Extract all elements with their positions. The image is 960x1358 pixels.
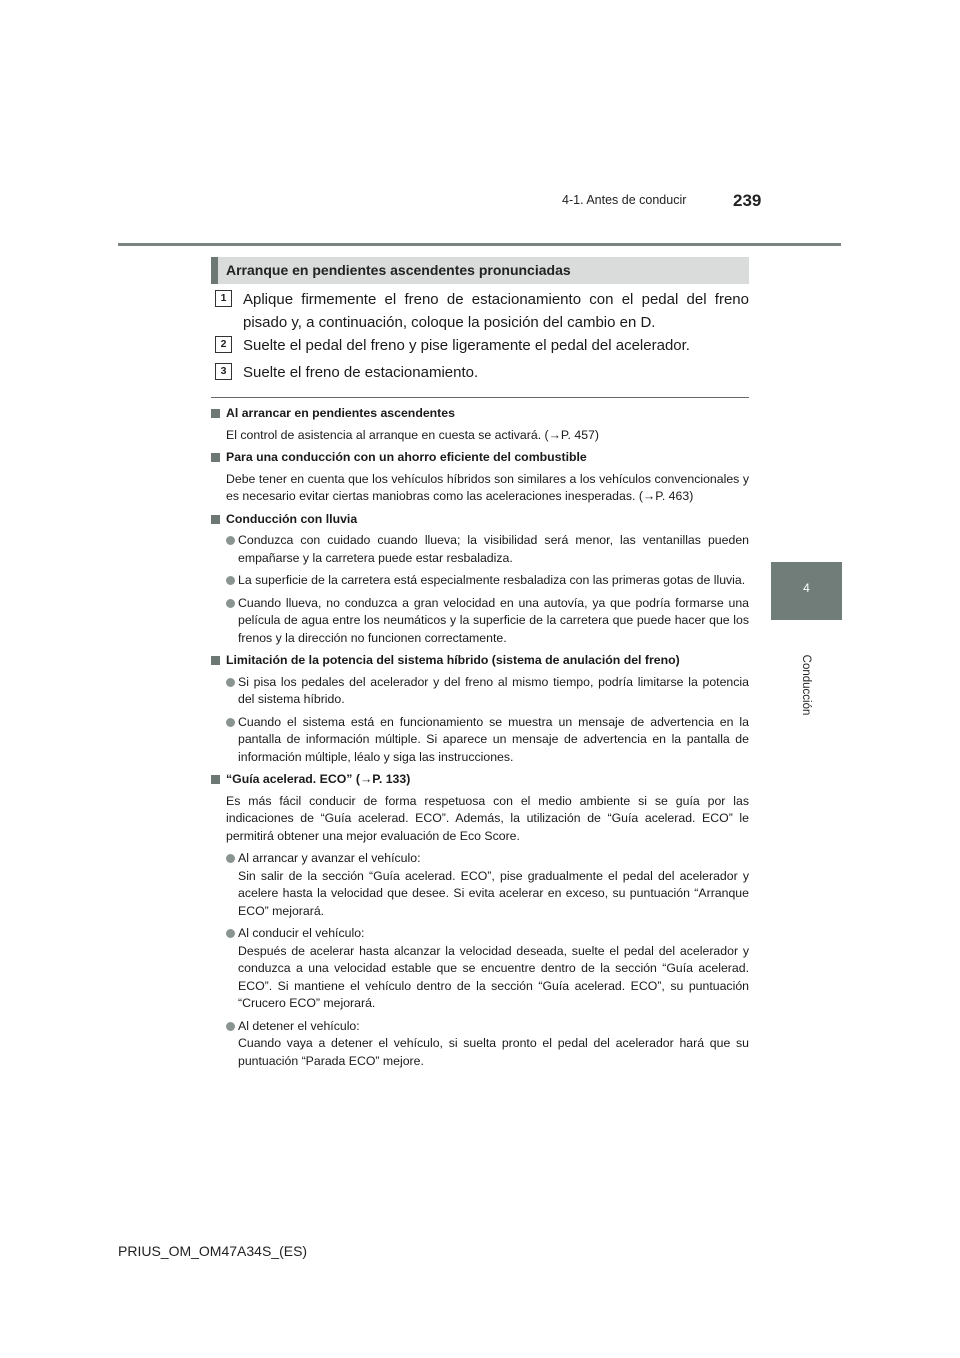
step-text: Suelte el freno de estacionamiento. — [243, 364, 479, 381]
square-bullet-icon — [211, 515, 220, 524]
section-title-bar — [211, 257, 749, 284]
note-heading: Al arrancar en pendientes ascendentes — [211, 405, 749, 423]
square-bullet-icon — [211, 409, 220, 418]
note-heading: Limitación de la potencia del sistema híbrido (sistema de anulación del freno) — [211, 652, 749, 670]
list-item: Al detener el vehículo: Cuando vaya a detener el vehículo, si suelta pronto el pedal del acelerador hará que su puntuación “Parada ECO” mejore. — [226, 1018, 749, 1071]
note-heading: Para una conducción con un ahorro eficiente del combustible — [211, 449, 749, 467]
note-body: Debe tener en cuenta que los vehículos híbridos son similares a los vehículos convencionales y es necesario evitar ciertas maniobras como las aceleraciones inesperadas. (→P. 463) — [226, 471, 749, 503]
step-badge: 1 — [215, 290, 232, 307]
list-item: Cuando el sistema está en funcionamiento se muestra un mensaje de advertencia en la pantalla de información múltiple. Si aparece un mensaje de advertencia en la pantalla de información múltiple, léalo y siga las instrucciones. — [226, 714, 749, 767]
note-body: El control de asistencia al arranque en cuesta se activará. (→P. 457) — [226, 427, 599, 442]
list-item: Si pisa los pedales del acelerador y del freno al mismo tiempo, podría limitarse la potencia del sistema híbrido. — [226, 674, 749, 709]
square-bullet-icon — [211, 453, 220, 462]
circle-bullet-icon — [226, 536, 235, 545]
list-item: Al conducir el vehículo: Después de acelerar hasta alcanzar la velocidad deseada, suelte el pedal del acelerador y conduzca a una velocidad estable que se encuentre dentro de la sección “Guía acelerad. ECO”. Si mantiene el vehículo dentro de la sección “Guía acelerad. ECO”, su puntuación “Crucero ECO” mejorará. — [226, 925, 749, 1013]
step-text: Aplique firmemente el freno de estacionamiento con el pedal del freno pisado y, a continuación, coloque la posición del cambio en D. — [243, 291, 749, 331]
section-divider — [211, 397, 749, 398]
list-item: La superficie de la carretera está especialmente resbaladiza con las primeras gotas de lluvia. — [226, 572, 749, 590]
chapter-tab[interactable] — [771, 562, 842, 620]
title-accent — [211, 257, 218, 284]
step-badge: 3 — [215, 363, 232, 380]
circle-bullet-icon — [226, 678, 235, 687]
chapter-label-text: Conducción — [800, 654, 812, 716]
square-bullet-icon — [211, 656, 220, 665]
page-number: 239 — [733, 191, 762, 210]
circle-bullet-icon — [226, 576, 235, 585]
document-id-footer: PRIUS_OM_OM47A34S_(ES) — [118, 1243, 308, 1259]
note-heading: “Guía acelerad. ECO” (→P. 133) — [211, 771, 749, 789]
circle-bullet-icon — [226, 1022, 235, 1031]
step-3 — [215, 361, 749, 384]
list-item: Cuando llueva, no conduzca a gran velocidad en una autovía, ya que podría formarse una película de agua entre los neumáticos y la superficie de la carretera que puede hacer que los frenos y la dirección no funcionen correctamente. — [226, 595, 749, 648]
circle-bullet-icon — [226, 929, 235, 938]
step-2 — [215, 334, 749, 357]
list-item: Conduzca con cuidado cuando llueva; la visibilidad será menor, las ventanillas pueden empañarse y la carretera puede estar resbaladiza. — [226, 532, 749, 567]
step-1 — [215, 288, 749, 334]
chapter-number: 4 — [803, 581, 810, 595]
header-divider — [118, 243, 841, 246]
step-badge: 2 — [215, 336, 232, 353]
square-bullet-icon — [211, 775, 220, 784]
circle-bullet-icon — [226, 599, 235, 608]
section-title: Arranque en pendientes ascendentes pronunciadas — [226, 262, 571, 278]
notes-section — [211, 405, 749, 1075]
circle-bullet-icon — [226, 854, 235, 863]
chapter-label — [796, 630, 816, 740]
list-item: Al arrancar y avanzar el vehículo: Sin salir de la sección “Guía acelerad. ECO”, pise gradualmente el pedal del acelerador y acelere hasta la velocidad que desee. Si evita acelerar en exceso, su puntuación “Arranque ECO” mejorará. — [226, 850, 749, 920]
step-text: Suelte el pedal del freno y pise ligeramente el pedal del acelerador. — [243, 337, 690, 354]
header-section: 4-1. Antes de conducir — [562, 193, 687, 207]
note-heading: Conducción con lluvia — [211, 511, 749, 529]
note-body: Es más fácil conducir de forma respetuosa con el medio ambiente si se guía por las indicaciones de “Guía acelerad. ECO”. Además, la utilización de “Guía acelerad. ECO” le permitirá obtener una mejor evaluación de Eco Score. — [226, 793, 749, 843]
circle-bullet-icon — [226, 718, 235, 727]
